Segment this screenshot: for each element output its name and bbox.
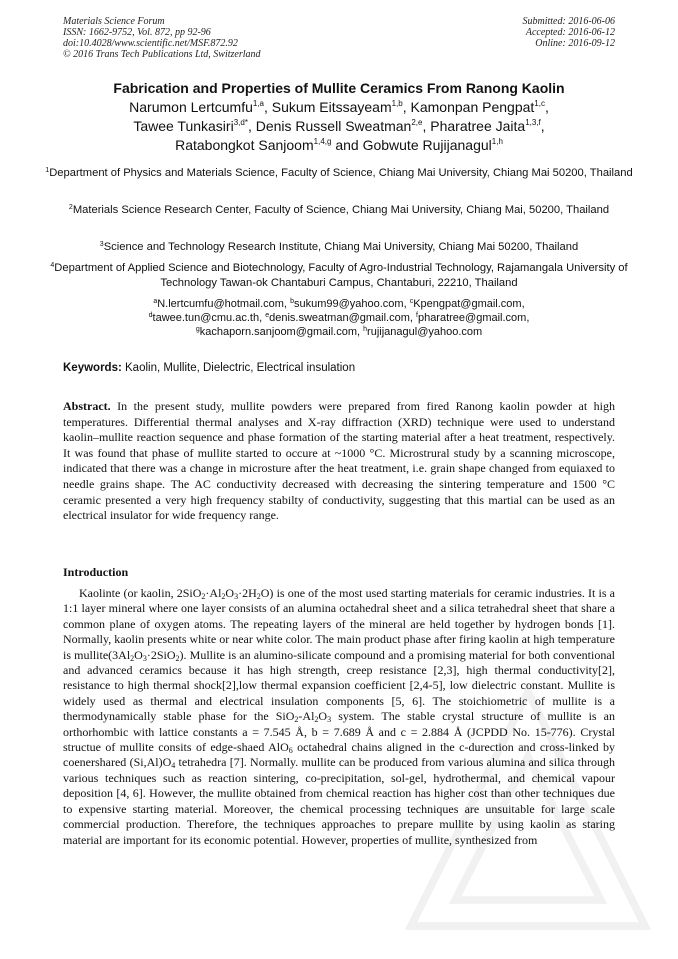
author-superscript: 1,4,g [313,137,332,146]
email-link[interactable]: denis.sweatman@gmail.com, [269,312,413,324]
online-date: Online: 2016-09-12 [535,38,615,49]
abstract [63,399,615,524]
author-name: Gobwute Rujijanagul [362,137,492,153]
email-link[interactable]: N.lertcumfu@hotmail.com, [157,298,287,310]
email-link[interactable]: sukum99@yahoo.com, [293,298,407,310]
author-superscript: 3,d* [233,118,248,127]
author-name: Sukum Eitssayeam [271,99,392,115]
affiliation-number: 2 [68,204,73,211]
email-link[interactable]: tawee.tun@cmu.ac.th, [152,312,263,324]
author-name: Pharatree Jaita [430,118,526,134]
journal-issn: ISSN: 1662-9752, Vol. 872, pp 92-96 [63,27,211,38]
affiliation-number: 4 [50,262,55,269]
author-name: Denis Russell Sweatman [255,118,412,134]
author-name: Ratabongkot Sanjoom [175,137,314,153]
author-name: Narumon Lertcumfu [129,99,253,115]
affiliation-2 [40,203,638,218]
email-link[interactable]: pharatree@gmail.com, [417,312,530,324]
journal-name: Materials Science Forum [63,16,165,27]
submitted-date: Submitted: 2016-06-06 [522,16,615,27]
affiliation-4 [40,261,638,291]
keywords-text: Kaolin, Mullite, Dielectric, Electrical insulation [125,362,356,374]
author-superscript: 1,c [534,99,545,108]
affiliation-text: Department of Physics and Materials Science, Faculty of Science, Chiang Mai University, Chiang Mai 50200, Thailand [49,167,633,179]
author-emails: $^a$N.lertcumfu@hotmail.com, $^b$sukum99@yahoo.com, $^c$Kpengpat@gmail.com, $^d$tawee.tun@cmu.ac.th, $^e$denis.sweatman@gmail.com, $^f$pharatree@gmail.com, $^g$kachaporn.sanjoom@gmail.com, $^h$rujijanagul@yahoo.com [148,298,530,338]
submission-dates [523,16,616,49]
abstract-label: Abstract. [63,399,111,413]
author-superscript: 1,3,f [525,118,541,127]
section-heading-introduction: Introduction [63,565,129,579]
affiliation-number: 1 [45,167,50,174]
affiliation-text: Materials Science Research Center, Faculty of Science, Chiang Mai University, Chiang Mai, 50200, Thailand [72,204,610,216]
affiliation-number: 3 [99,241,104,248]
abstract-text: In the present study, mullite powders were prepared from fired Ranong kaolin powder at high temperatures. Differential thermal analyses and X-ray diffraction (XRD) technique were used to understand kaolin–mullite reaction sequence and phase formation of the starting material after a heat treatment, respectively. It was found that phase of mullite started to occure at ~1000 °C. Microstrural study by a scanning microscope, indicated that there was a change in microsture after the heat treatment, i.e. grain shape changed from equiaxed to needle grains shape. The AC conductivity decreased with decreasing the sintering temperature and 1500 °C ceramic presented a very high frequency stabilty of conductivity, suggesting that this martial can be used as an electrical insulator for wide frequency range. [63,399,616,523]
email-link[interactable]: Kpengpat@gmail.com, [413,298,525,310]
keywords-label: Keywords: [63,362,122,374]
publisher-watermark [398,679,658,939]
affiliation-text: Department of Applied Science and Biotechnology, Faculty of Agro-Industrial Technology, Rajamangala University of Technology Tawan-ok Chantaburi Campus, Chantaburi, 22210, Thailand [54,262,628,289]
introduction-body: Kaolinte (or kaolin, $2SiO_2\cdot Al_2O_3\cdot 2H_2O$) is one of the most used starting materials for ceramic industries. It is a 1:1 layer mineral where one layer consists of an alumina octahedral sheet and a silica tetrahedral sheet that share a common plane of oxygen atoms. The repeating layers of the mineral are held together by hydrogen bonds [1]. Normally, kaolin presents white or near white color. The main product phase after firing kaolin at high temperature is $mullite(3Al_2O_3\cdot 2SiO_2)$. Mullite is an alumino-silicate compound and a promising material for both conventional and advanced ceramics because it has high strength, creep resistance [2,3], high thermal conductivity[2], resistance to high thermal shock[2],low thermal expansion coefficient [2,4-5], low dielectric constant. Mullite is widely used as thermal and electrical insulation components [5, 6]. The stoichiometric of mullite is a thermodynamically stable phase for the $SiO_2-Al_2O_3$ system. The stable crystal structure of mullite is an orthorhombic with lattice constants a = 7.545 Å, b = 7.689 Å and c = 2.884 Å (JCPDD No. 15-776). Crystal structue of mullite consits of edge-shaed AlO$_6$ octahedral chains aligned in the c-durection and cross-linked by coenershared $(Si,Al)O_4$ tetrahedra [7]. Normally. mullite can be produced from various alumina and silica through various techniques such as reaction sintering, co-precipitation, sol-gel, hydrothermal, and chemical vapour deposition [4, 6]. However, the mullite obtained from chemical reaction has higher cost than other techniques due to expensive starting material. Moreover, the chemical processing techniques are unsuitable for large scale commercial production. Therefore, the techniques approaches to prepare mullite by using kaolin as staring material are important for its economic potential. However, properties of mullite, synthesized from [63,586,616,847]
paper-title: Fabrication and Properties of Mullite Ceramics From Ranong Kaolin [113,80,565,96]
author-name: Tawee Tunkasiri [133,118,234,134]
affiliation-1 [40,166,638,181]
author-superscript: 1,b [391,99,403,108]
affiliation-3 [40,240,638,255]
author-superscript: 1,h [491,137,503,146]
affiliation-text: Science and Technology Research Institute, Chiang Mai University, Chiang Mai 50200, Thailand [103,241,579,253]
author-conjunction: and [335,137,359,153]
author-superscript: 2,e [411,118,423,127]
email-link[interactable]: kachaporn.sanjoom@gmail.com, [199,326,361,338]
accepted-date: Accepted: 2016-06-12 [525,27,615,38]
email-link[interactable]: rujijanagul@yahoo.com [367,326,483,338]
author-name: Kamonpan Pengpat [410,99,535,115]
journal-copyright: © 2016 Trans Tech Publications Ltd, Switzerland [63,49,261,60]
journal-doi: doi:10.4028/www.scientific.net/MSF.872.92 [63,38,238,49]
journal-info [63,16,261,60]
keywords [63,361,615,375]
author-superscript: 1,a [252,99,264,108]
author-list: Narumon Lertcumfu$^{1,a}$, Sukum Eitssayeam$^{1,b}$, Kamonpan Pengpat$^{1,c}$, Tawee Tunkasiri$^{3,d*}$, Denis Russell Sweatman$^{2,e}$, Pharatree Jaita$^{1,3,f}$, Ratabongkot Sanjoom$^{1,4,g}$ and Gobwute Rujijanagul$^{1,h}$ [129,99,549,153]
